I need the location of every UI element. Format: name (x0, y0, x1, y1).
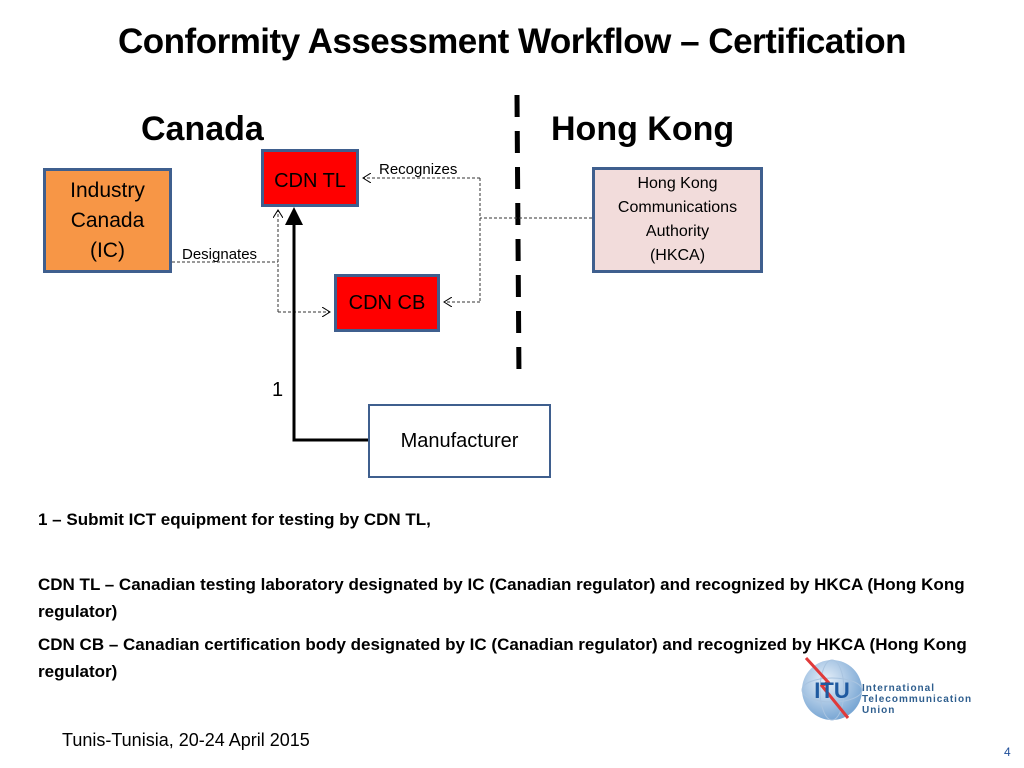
node-label-line: Canada (70, 208, 145, 232)
node-cdn-cb (334, 274, 440, 332)
note-cdn-tl: CDN TL – Canadian testing laboratory designated by IC (Canadian regulator) and recognized by HKCA (Hong Kong regulator) (38, 575, 965, 621)
node-label-line: Industry (70, 178, 145, 202)
itu-globe-logo-icon (798, 656, 864, 726)
node-label-line: Authority (645, 223, 710, 240)
logo-line: Telecommunication (862, 694, 973, 705)
edge-label-step-1: 1 (272, 379, 284, 401)
edge-label-designates: Designates (182, 246, 258, 263)
region-label-canada: Canada (141, 110, 264, 148)
footer-event: Tunis-Tunisia, 20-24 April 2015 (62, 730, 310, 750)
node-label-line: (IC) (89, 238, 125, 262)
node-label: Manufacturer (400, 429, 519, 452)
node-label-line: (HKCA) (649, 247, 706, 264)
note-cdn-cb: CDN CB – Canadian certification body designated by IC (Canadian regulator) and recognized by HKCA (Hong Kong regulator) (38, 635, 967, 681)
slide-title: Conformity Assessment Workflow – Certification (118, 22, 906, 61)
region-label-hong-kong: Hong Kong (551, 110, 735, 148)
logo-line: Union (862, 705, 896, 716)
svg-text:ITU: ITU (814, 678, 850, 703)
node-cdn-tl (261, 149, 359, 207)
node-manufacturer (368, 404, 551, 478)
border-divider (517, 95, 519, 380)
node-label: CDN CB (348, 291, 426, 314)
note-step-1: 1 – Submit ICT equipment for testing by CDN TL, (38, 510, 431, 529)
node-label-line: Hong Kong (637, 175, 718, 192)
itu-logo-text (862, 683, 972, 716)
edge-label-recognizes: Recognizes (379, 161, 458, 178)
node-label: CDN TL (274, 170, 346, 192)
node-industry-canada (43, 168, 172, 273)
node-label-line: Communications (617, 199, 738, 216)
page-number: 4 (1004, 745, 1011, 759)
logo-line: International (862, 683, 936, 694)
node-hkca (592, 167, 763, 273)
